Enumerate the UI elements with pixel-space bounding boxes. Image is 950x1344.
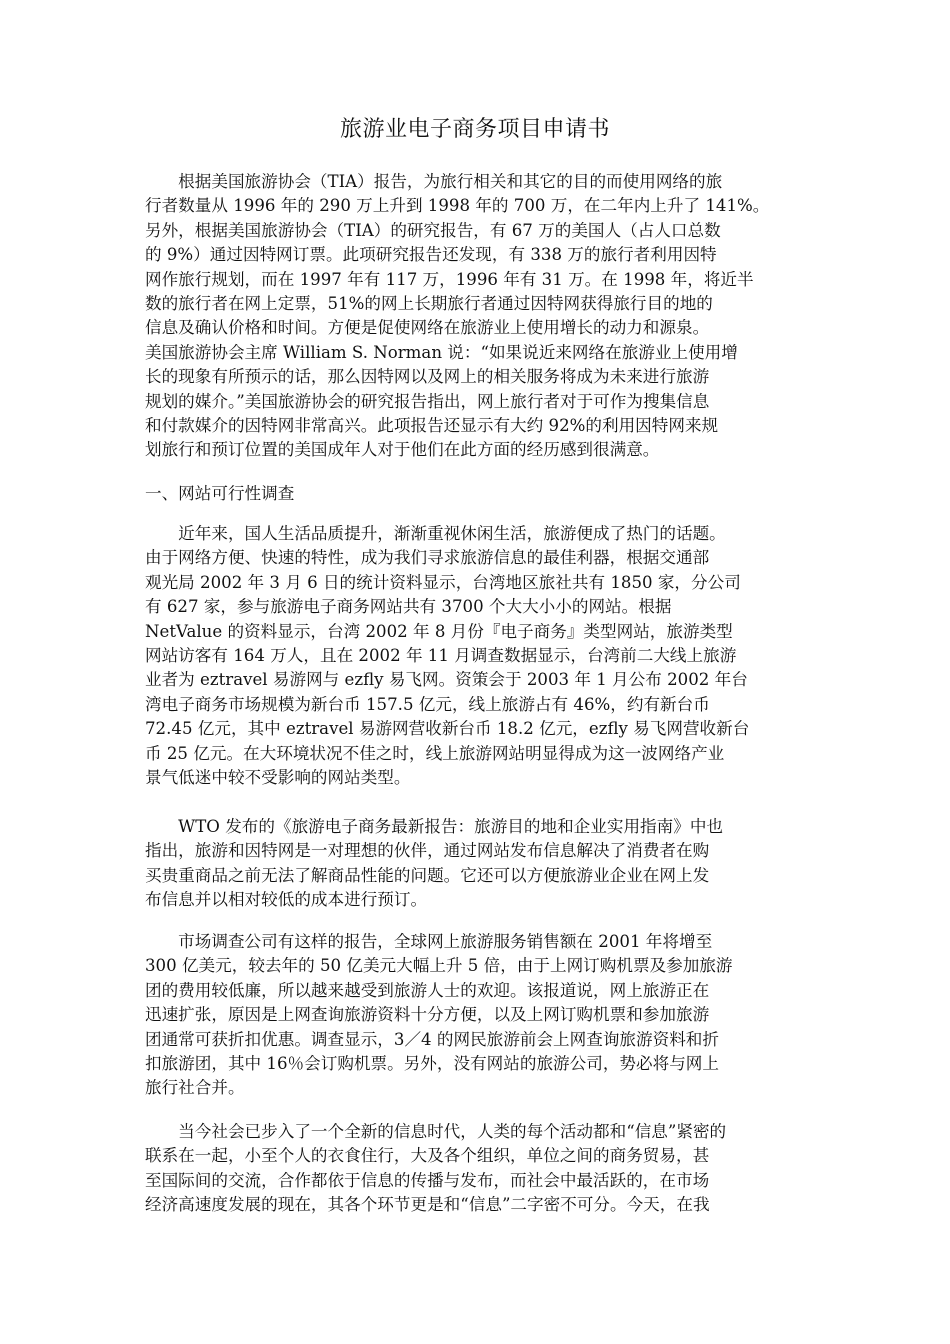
text-line: 近年来，国人生活品质提升，渐渐重视休闲生活，旅游便成了热门的话题。 — [145, 524, 726, 543]
paragraph-market-survey — [145, 930, 825, 1101]
text-line: 网作旅行规划，而在 1997 年有 117 万，1996 年有 31 万。在 1998 年，将近半 — [145, 269, 754, 289]
text-line: 团的费用较低廉，所以越来越受到旅游人士的欢迎。该报道说，网上旅游正在 — [145, 980, 710, 1000]
section-heading-feasibility: 一、网站可行性调查 — [145, 484, 295, 503]
text-line: 迅速扩张，原因是上网查询旅游资料十分方便，以及上网订购机票和参加旅游 — [145, 1005, 710, 1025]
text-line: 300 亿美元，较去年的 50 亿美元大幅上升 5 倍，由于上网订购机票及参加旅游 — [145, 956, 733, 976]
document-title: 旅游业电子商务项目申请书 — [339, 117, 610, 142]
text-line: 至国际间的交流，合作都依于信息的传播与发布，而社会中最活跃的，在市场 — [145, 1170, 710, 1190]
text-line: WTO 发布的《旅游电子商务最新报告：旅游目的地和企业实用指南》中也 — [145, 817, 724, 836]
text-line: 币 25 亿元。在大环境状况不佳之时，线上旅游网站明显得成为这一波网络产业 — [145, 743, 725, 763]
text-line: 根据美国旅游协会（TIA）报告，为旅行相关和其它的目的而使用网络的旅 — [145, 172, 723, 191]
text-line: 美国旅游协会主席 William S. Norman 说：“如果说近来网络在旅游业上使用增 — [145, 342, 738, 362]
text-line: 指出，旅游和因特网是一对理想的伙伴，通过网站发布信息解决了消费者在购 — [145, 841, 710, 861]
text-line: 湾电子商务市场规模为新台币 157.5 亿元，线上旅游占有 46%，约有新台币 — [145, 694, 710, 714]
text-line: 另外，根据美国旅游协会（TIA）的研究报告，有 67 万的美国人（占人口总数 — [145, 220, 721, 240]
paragraph-tia-report — [145, 170, 825, 463]
text-line: 景气低迷中较不受影响的网站类型。 — [145, 767, 411, 787]
text-line: 业者为 eztravel 易游网与 ezfly 易飞网。资策会于 2003 年 1 月公布 2002 年台 — [145, 670, 748, 690]
text-line: 团通常可获折扣优惠。调查显示，3／4 的网民旅游前会上网查询旅游资料和折 — [145, 1029, 719, 1049]
text-line: 网站访客有 164 万人，且在 2002 年 11 月调查数据显示，台湾前二大线上旅游 — [145, 645, 737, 665]
paragraph-taiwan-market — [145, 522, 825, 790]
text-line: 和付款媒介的因特网非常高兴。此项报告还显示有大约 92%的利用因特网来规 — [145, 415, 719, 435]
text-line: 有 627 家，参与旅游电子商务网站共有 3700 个大大小小的网站。根据 — [145, 597, 672, 617]
text-line: 的 9%）通过因特网订票。此项研究报告还发现，有 338 万的旅行者利用因特 — [145, 245, 717, 265]
text-line: 联系在一起，小至个人的衣食住行，大及各个组织，单位之间的商务贸易，甚 — [145, 1146, 710, 1166]
text-line: 市场调查公司有这样的报告，全球网上旅游服务销售额在 2001 年将增至 — [145, 932, 713, 951]
paragraph-wto-report — [145, 815, 825, 913]
paragraph-information-age — [145, 1120, 825, 1218]
text-line: 布信息并以相对较低的成本进行预订。 — [145, 890, 428, 910]
text-line: 信息及确认价格和时间。方便是促使网络在旅游业上使用增长的动力和源泉。 — [145, 318, 710, 338]
text-line: 规划的媒介。”美国旅游协会的研究报告指出，网上旅行者对于可作为搜集信息 — [145, 391, 710, 411]
text-line: 观光局 2002 年 3 月 6 日的统计资料显示，台湾地区旅社共有 1850 家，分公司 — [145, 572, 741, 592]
text-line: 划旅行和预订位置的美国成年人对于他们在此方面的经历感到很满意。 — [145, 440, 660, 460]
text-line: 长的现象有所预示的话，那么因特网以及网上的相关服务将成为未来进行旅游 — [145, 367, 710, 387]
text-line: 旅行社合并。 — [145, 1078, 245, 1098]
text-line: 72.45 亿元，其中 eztravel 易游网营收新台币 18.2 亿元，ezfly 易飞网营收新台 — [145, 719, 750, 739]
text-line: 当今社会已步入了一个全新的信息时代，人类的每个活动都和“信息”紧密的 — [145, 1122, 727, 1141]
text-line: 扣旅游团，其中 16％会订购机票。另外，没有网站的旅游公司，势必将与网上 — [145, 1053, 719, 1073]
text-line: 经济高速度发展的现在，其各个环节更是和“信息”二字密不可分。今天，在我 — [145, 1195, 710, 1215]
text-line: 数的旅行者在网上定票，51%的网上长期旅行者通过因特网获得旅行目的地的 — [145, 293, 713, 313]
text-line: 行者数量从 1996 年的 290 万上升到 1998 年的 700 万，在二年内上升了 141%。 — [145, 196, 770, 216]
text-line: NetValue 的资料显示，台湾 2002 年 8 月份『电子商务』类型网站，旅游类型 — [145, 621, 733, 641]
text-line: 买贵重商品之前无法了解商品性能的问题。它还可以方便旅游业企业在网上发 — [145, 865, 710, 885]
text-line: 由于网络方便、快速的特性，成为我们寻求旅游信息的最佳利器，根据交通部 — [145, 548, 710, 568]
